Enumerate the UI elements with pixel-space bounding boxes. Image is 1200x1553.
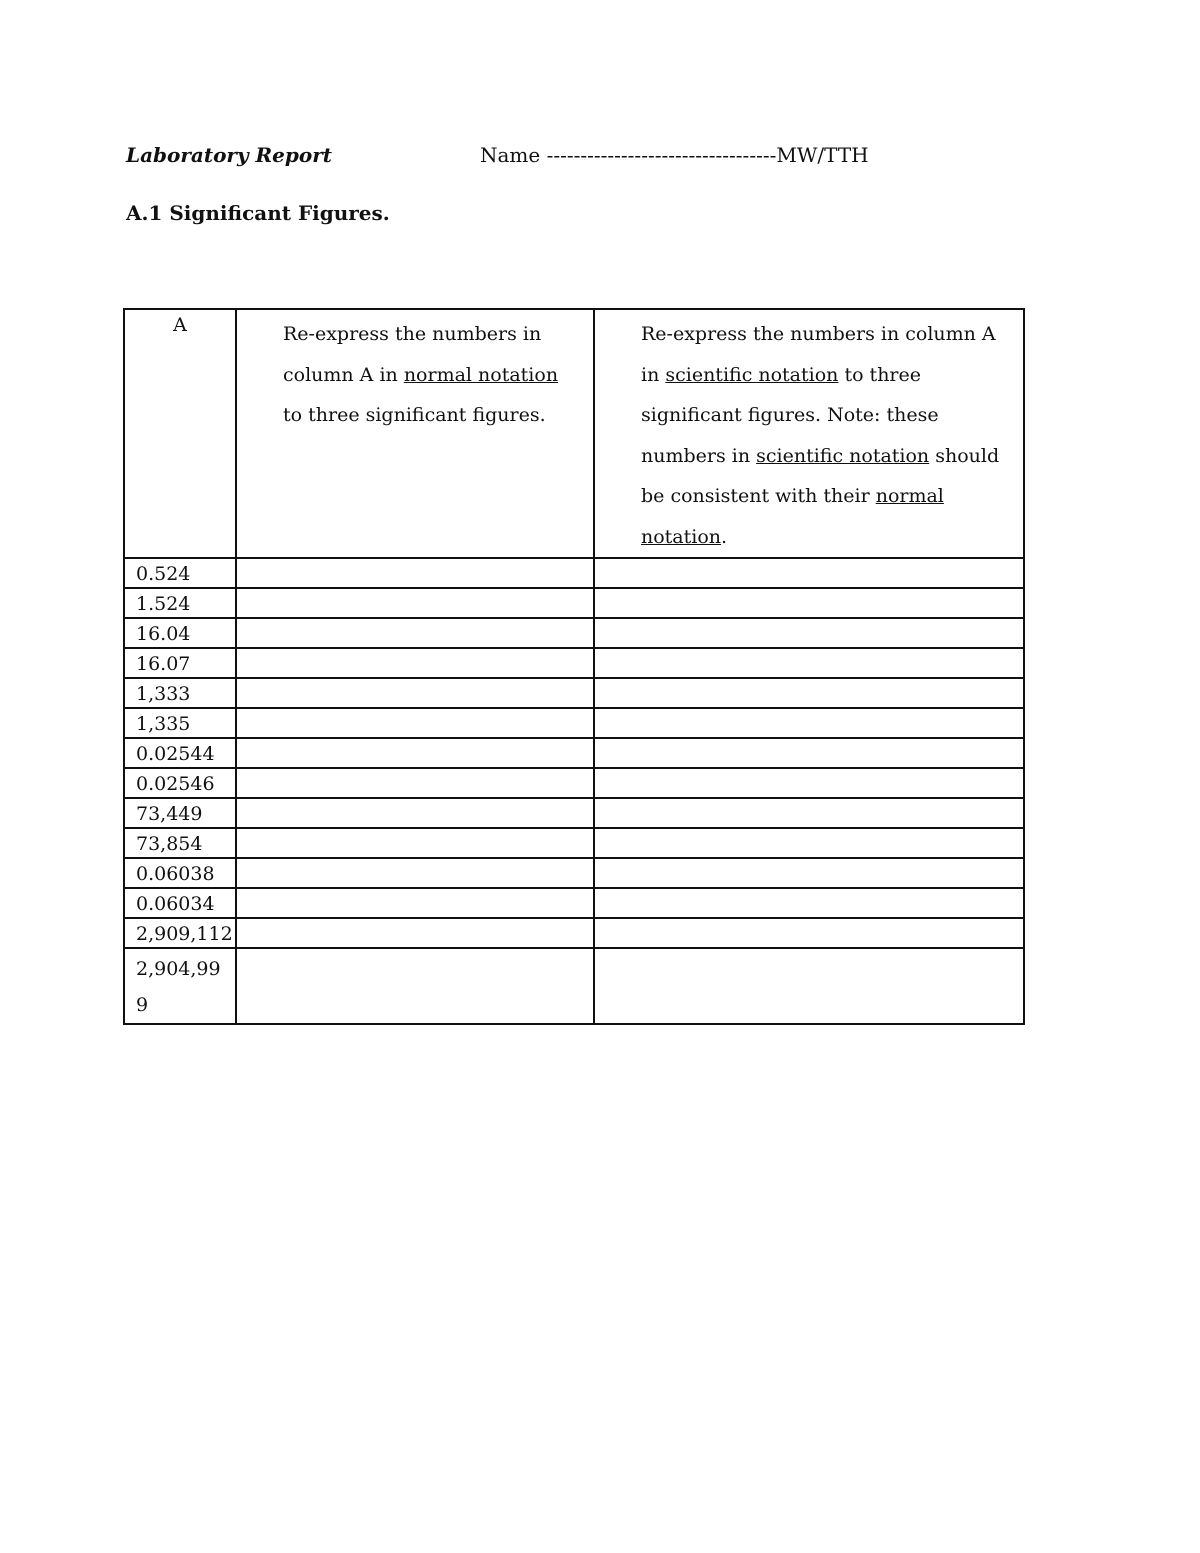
normal-notation-answer-cell[interactable] <box>236 738 594 768</box>
normal-notation-answer-cell[interactable] <box>236 678 594 708</box>
table-row <box>124 888 1024 918</box>
normal-notation-answer-cell[interactable] <box>236 768 594 798</box>
column-a-value: 1.524 <box>124 588 236 618</box>
header-text: to three significant figures. Note: these numbers in <box>641 363 939 467</box>
scientific-notation-column-header <box>594 309 1024 558</box>
scientific-notation-answer-cell[interactable] <box>594 648 1024 678</box>
column-a-value: 0.06034 <box>124 888 236 918</box>
normal-notation-answer-cell[interactable] <box>236 588 594 618</box>
report-title: Laboratory Report <box>126 143 332 167</box>
scientific-notation-answer-cell[interactable] <box>594 888 1024 918</box>
column-a-value: 1,333 <box>124 678 236 708</box>
table-row <box>124 948 1024 1024</box>
table-row <box>124 738 1024 768</box>
section-title: A.1 Significant Figures. <box>126 201 390 225</box>
scientific-notation-answer-cell[interactable] <box>594 858 1024 888</box>
table-row <box>124 918 1024 948</box>
normal-notation-answer-cell[interactable] <box>236 948 594 1024</box>
table-row <box>124 648 1024 678</box>
column-a-value: 16.04 <box>124 618 236 648</box>
normal-notation-term: normal notation <box>403 363 559 386</box>
column-a-value: 1,335 <box>124 708 236 738</box>
column-a-value: 2,909,112 <box>124 918 236 948</box>
table-row <box>124 708 1024 738</box>
header-text: Re-express the numbers in column A in <box>283 323 542 386</box>
normal-notation-answer-cell[interactable] <box>236 558 594 588</box>
scientific-notation-term: scientific notation <box>756 444 930 467</box>
table-row <box>124 618 1024 648</box>
scientific-notation-answer-cell[interactable] <box>594 798 1024 828</box>
column-a-header: A <box>124 309 236 558</box>
header-text: to three significant figures. <box>283 404 546 426</box>
normal-notation-answer-cell[interactable] <box>236 888 594 918</box>
scientific-notation-answer-cell[interactable] <box>594 618 1024 648</box>
normal-notation-answer-cell[interactable] <box>236 798 594 828</box>
scientific-notation-term: scientific notation <box>665 363 839 386</box>
name-field-line: Name ----------------------------------MW/TTH <box>480 143 869 167</box>
header-text: . <box>721 525 728 548</box>
column-a-value: 0.02544 <box>124 738 236 768</box>
table-row <box>124 768 1024 798</box>
column-a-value: 2,904,999 <box>124 948 236 1024</box>
column-a-value: 0.02546 <box>124 768 236 798</box>
normal-notation-answer-cell[interactable] <box>236 708 594 738</box>
scientific-notation-answer-cell[interactable] <box>594 948 1024 1024</box>
normal-notation-answer-cell[interactable] <box>236 918 594 948</box>
table-row <box>124 558 1024 588</box>
table-row <box>124 678 1024 708</box>
significant-figures-table <box>123 308 1025 1025</box>
header-text: Re-express the numbers in column A in <box>641 323 996 386</box>
column-a-value: 0.06038 <box>124 858 236 888</box>
normal-notation-answer-cell[interactable] <box>236 648 594 678</box>
scientific-notation-answer-cell[interactable] <box>594 588 1024 618</box>
scientific-notation-answer-cell[interactable] <box>594 678 1024 708</box>
table-row <box>124 588 1024 618</box>
normal-notation-answer-cell[interactable] <box>236 858 594 888</box>
normal-notation-column-header <box>236 309 594 558</box>
table-row <box>124 828 1024 858</box>
table-row <box>124 798 1024 828</box>
table-header-row <box>124 309 1024 558</box>
scientific-notation-answer-cell[interactable] <box>594 708 1024 738</box>
normal-notation-term: normal notation <box>641 485 944 548</box>
normal-notation-answer-cell[interactable] <box>236 618 594 648</box>
column-a-value: 73,449 <box>124 798 236 828</box>
scientific-notation-answer-cell[interactable] <box>594 768 1024 798</box>
column-a-value: 16.07 <box>124 648 236 678</box>
header-text: should be consistent with their <box>641 444 1000 507</box>
scientific-notation-answer-cell[interactable] <box>594 828 1024 858</box>
column-a-value: 73,854 <box>124 828 236 858</box>
scientific-notation-answer-cell[interactable] <box>594 558 1024 588</box>
table-row <box>124 858 1024 888</box>
normal-notation-answer-cell[interactable] <box>236 828 594 858</box>
scientific-notation-answer-cell[interactable] <box>594 918 1024 948</box>
column-a-value: 0.524 <box>124 558 236 588</box>
scientific-notation-answer-cell[interactable] <box>594 738 1024 768</box>
